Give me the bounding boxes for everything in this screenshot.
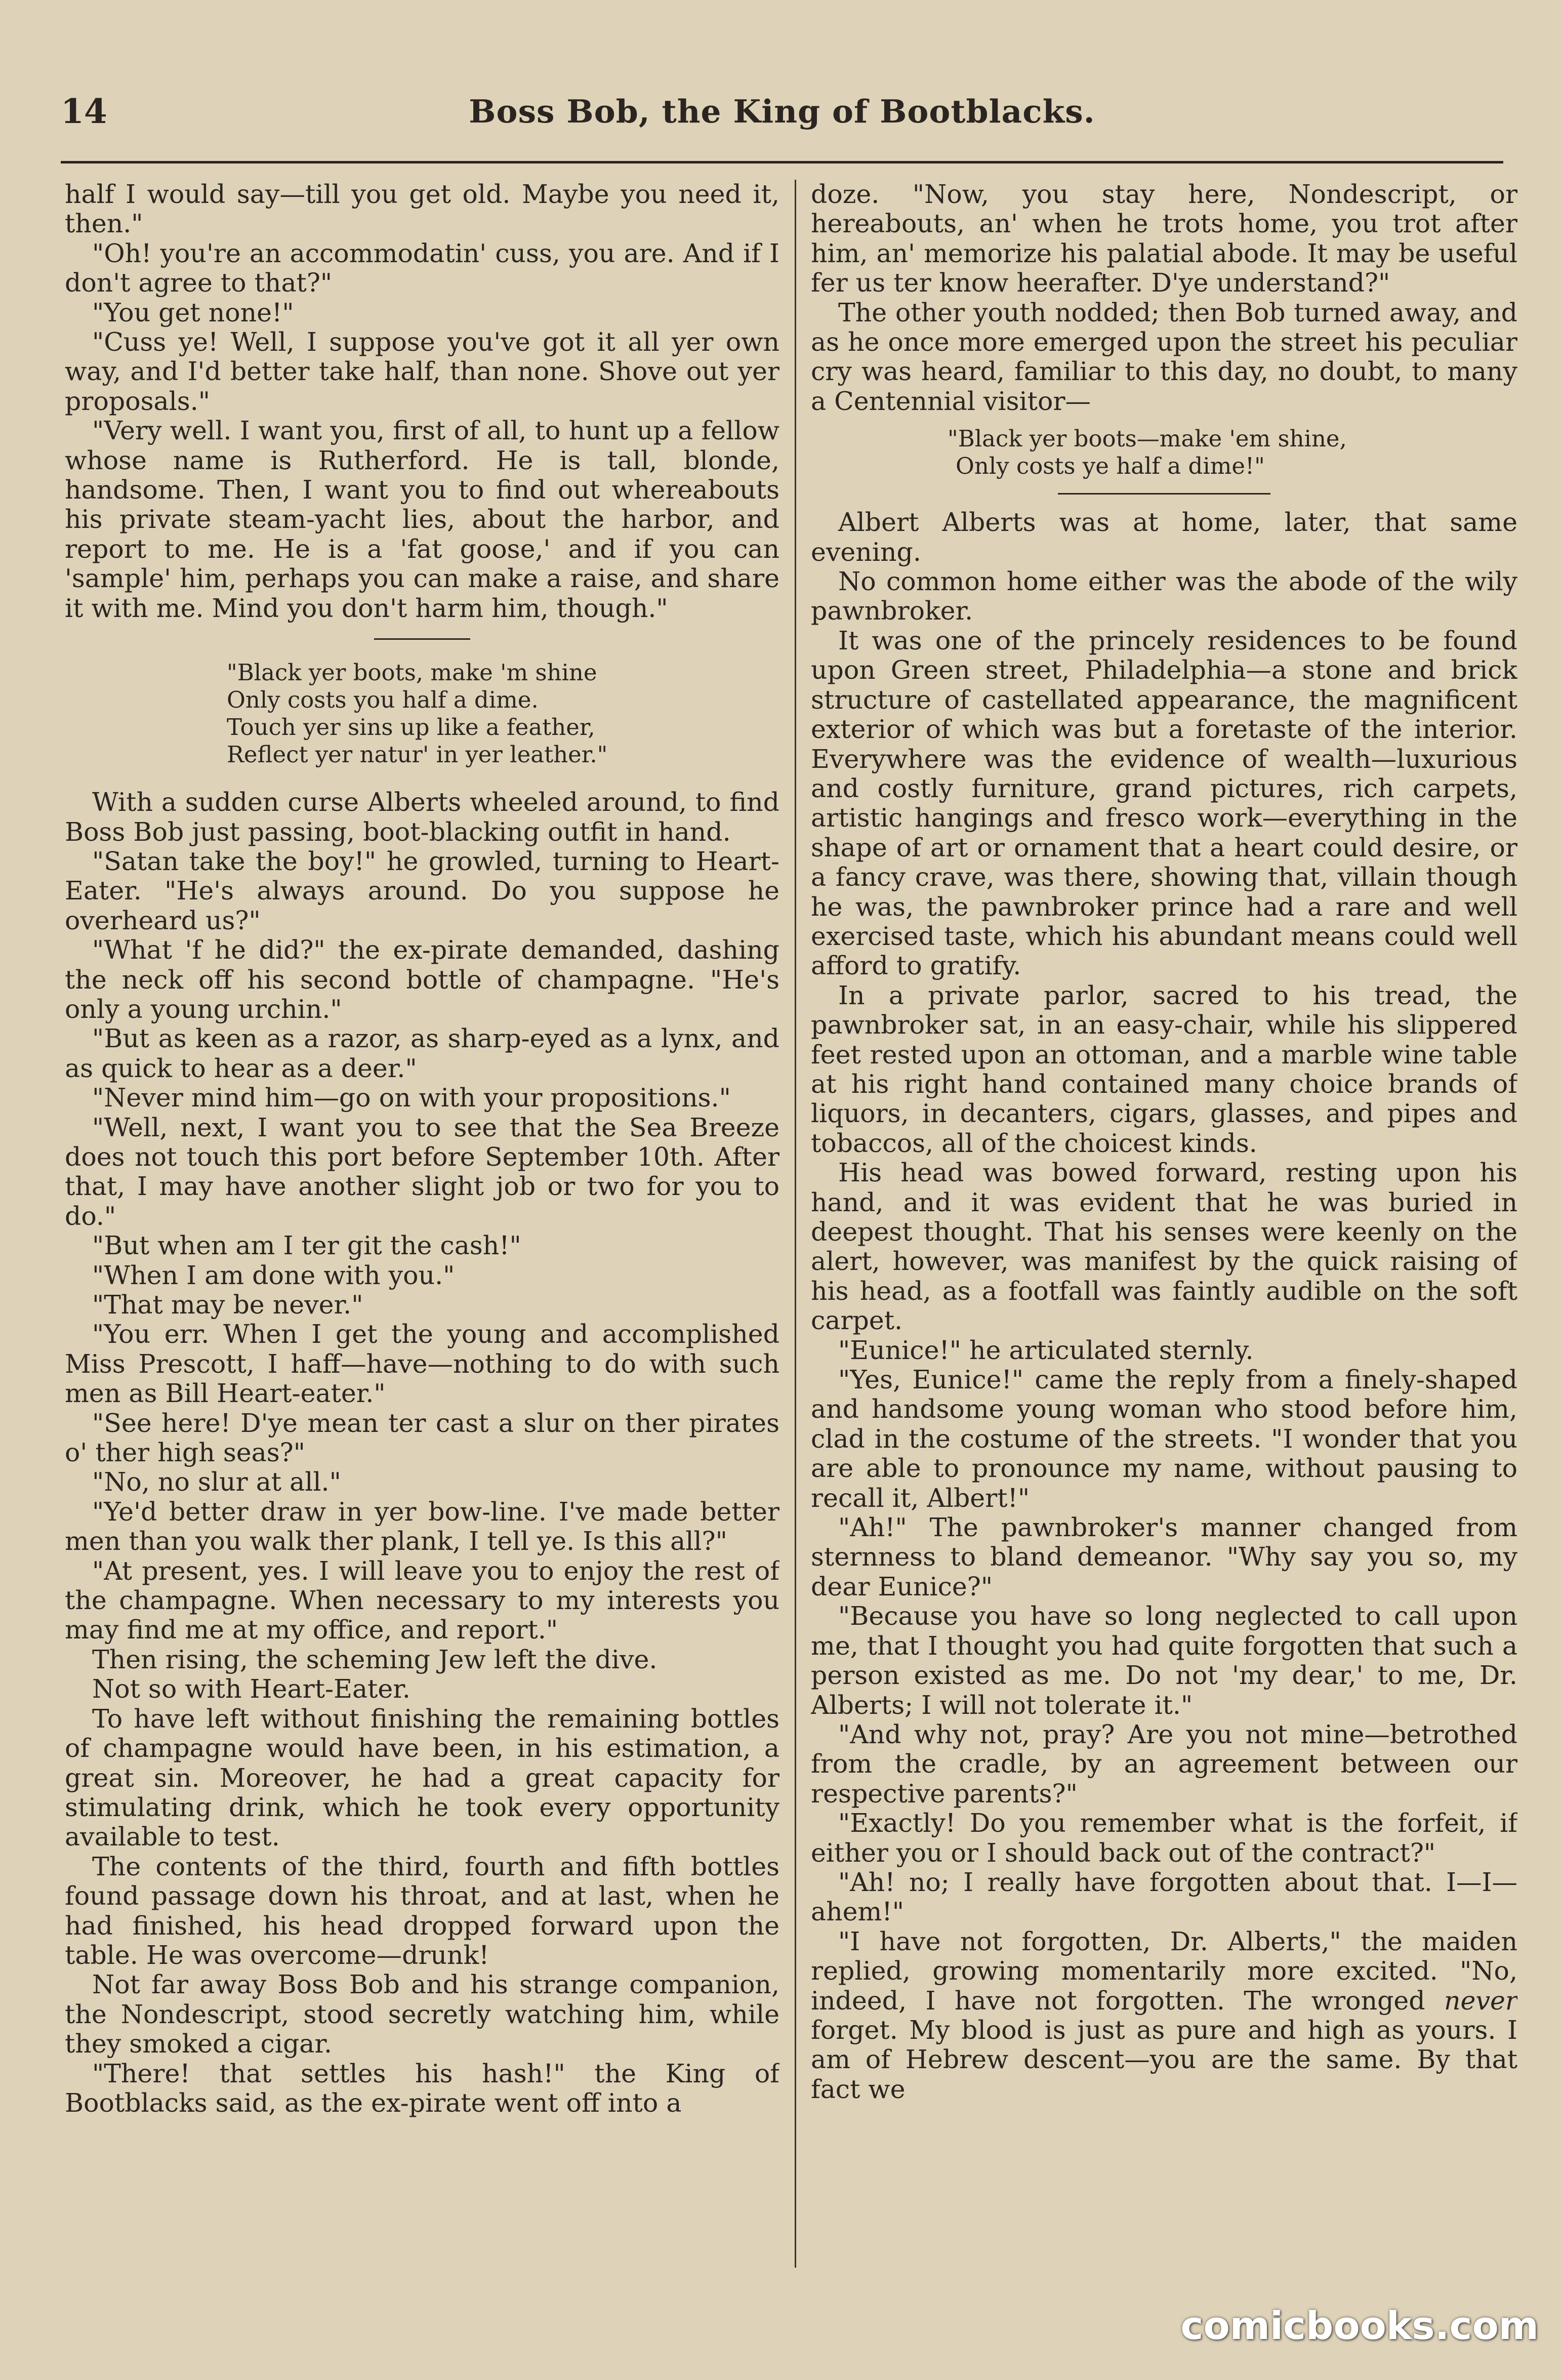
paragraph: With a sudden curse Alberts wheeled around, to find Boss Bob just passing, boot-blacking outfit in hand.: [65, 787, 779, 847]
paragraph: "No, no slur at all.": [92, 1467, 341, 1497]
section-separator: [374, 638, 470, 640]
paragraph: "What 'f he did?" the ex-pirate demanded, dashing the neck off his second bottle of champagne. "He's only a young urchin.": [65, 935, 779, 1024]
verse-line: Touch yer sins up like a feather,: [227, 714, 595, 741]
paragraph: "Very well. I want you, first of all, to hunt up a fellow whose name is Rutherford. He is tall, blonde, handsome. Then, I want you to find out whereabouts his private steam-yacht lies, about the harbor, and report to me. He is a 'fat goose,' and if you can 'sample' him, perhaps you can make a raise, and share it with me. Mind you don't harm him, though.": [65, 416, 779, 623]
running-title: Boss Bob, the King of Bootblacks.: [469, 93, 1095, 130]
paragraph: The contents of the third, fourth and fifth bottles found passage down his throat, and at last, when he had finished, his head dropped forward upon the table. He was overcome—drunk!: [65, 1851, 779, 1970]
paragraph: "Cuss ye! Well, I suppose you've got it all yer own way, and I'd better take half, than none. Shove out yer proposals.": [65, 327, 779, 416]
paragraph: "But when am I ter git the cash!": [92, 1230, 521, 1261]
emphasis-text: never: [1444, 1985, 1517, 2016]
paragraph: [811, 1927, 1517, 2104]
page-number: 14: [61, 92, 107, 131]
paragraph: "Oh! you're an accommodatin' cuss, you are. And if I don't agree to that?": [65, 238, 779, 298]
paragraph: To have left without finishing the remaining bottles of champagne would have been, in his estimation, a great sin. Moreover, he had a great capacity for stimulating drink, which he took every opportunity available to test.: [65, 1703, 779, 1852]
paragraph: half I would say—till you get old. Maybe you need it, then.": [65, 180, 779, 239]
verse-line: Only costs ye half a dime!": [956, 453, 1265, 480]
paragraph: Then rising, the scheming Jew left the dive.: [92, 1644, 657, 1674]
paragraph: "That may be never.": [92, 1290, 363, 1320]
verse-line: "Black yer boots—make 'em shine,: [948, 425, 1347, 453]
paragraph: "Because you have so long neglected to call upon me, that I thought you had quite forgotten that such a person existed as me. Do not 'my dear,' to me, Dr. Alberts; I will not tolerate it.": [811, 1601, 1517, 1720]
verse-block: [227, 659, 779, 768]
verse-block: [948, 425, 1517, 480]
paragraph: "Yes, Eunice!" came the reply from a finely-shaped and handsome young woman who stood before him, clad in the costume of the streets. "I wonder that you are able to pronounce my name, without pausing to recall it, Albert!": [811, 1365, 1517, 1513]
site-watermark: comicbooks.com: [1180, 2303, 1539, 2348]
paragraph: "And why not, pray? Are you not mine—betrothed from the cradle, by an agreement between our respective parents?": [811, 1719, 1517, 1809]
paragraph: "Satan take the boy!" he growled, turning to Heart-Eater. "He's always around. Do you suppose he overheard us?": [65, 846, 779, 935]
paragraph: Not so with Heart-Eater.: [92, 1674, 410, 1704]
verse-line: "Black yer boots, make 'm shine: [227, 659, 597, 686]
paragraph: "See here! D'ye mean ter cast a slur on ther pirates o' ther high seas?": [65, 1408, 779, 1468]
paragraph: "Well, next, I want you to see that the Sea Breeze does not touch this port before September 10th. After that, I may have another slight job or two for you to do.": [65, 1112, 779, 1231]
text-run: "I have not forgotten, Dr. Alberts," the maiden replied, growing momentarily more excited. "No, indeed, I have not forgotten. The wronged: [811, 1926, 1517, 2016]
paragraph: "Ye'd better draw in yer bow-line. I've made better men than you walk ther plank, I tell ye. Is this all?": [65, 1496, 779, 1556]
paragraph: "Never mind him—go on with your propositions.": [92, 1083, 731, 1113]
column-divider: [795, 180, 796, 2268]
paragraph: His head was bowed forward, resting upon his hand, and it was evident that he was buried in deepest thought. That his senses were keenly on the alert, however, was manifest by the quick raising of his head, as a footfall was faintly audible on the soft carpet.: [811, 1158, 1517, 1336]
paragraph: "Exactly! Do you remember what is the forfeit, if either you or I should back out of the contract?": [811, 1808, 1517, 1868]
left-column: [65, 180, 779, 2270]
verse-line: Reflect yer natur' in yer leather.": [227, 741, 608, 768]
paragraph: "You get none!": [92, 297, 294, 327]
text-run: forget. My blood is just as pure and high as yours. I am of Hebrew descent—you are the same. By that fact we: [811, 2015, 1517, 2104]
paragraph: "You err. When I get the young and accomplished Miss Prescott, I haff—have—nothing to do with such men as Bill Heart-eater.": [65, 1319, 779, 1409]
section-separator: [1058, 493, 1270, 495]
paragraph: "When I am done with you.": [92, 1260, 455, 1290]
paragraph: "At present, yes. I will leave you to enjoy the rest of the champagne. When necessary to my interests you may find me at my office, and report.": [65, 1555, 779, 1645]
paragraph: In a private parlor, sacred to his tread, the pawnbroker sat, in an easy-chair, while his slippered feet rested upon an ottoman, and a marble wine table at his right hand contained many choice brands of liquors, in decanters, cigars, glasses, and pipes and tobaccos, all of the choicest kinds.: [811, 980, 1517, 1158]
verse-line: Only costs you half a dime.: [227, 686, 539, 714]
paragraph: No common home either was the abode of the wily pawnbroker.: [811, 566, 1517, 626]
paragraph: Albert Alberts was at home, later, that same evening.: [811, 507, 1517, 567]
right-column: [811, 180, 1517, 2270]
page-header: [61, 89, 1503, 144]
paragraph: "There! that settles his hash!" the King of Bootblacks said, as the ex-pirate went off into a: [65, 2058, 779, 2118]
paragraph: "But as keen as a razor, as sharp-eyed as a lynx, and as quick to hear as a deer.": [65, 1023, 779, 1083]
paragraph: "Ah!" The pawnbroker's manner changed from sternness to bland demeanor. "Why say you so, my dear Eunice?": [811, 1512, 1517, 1602]
header-rule: [61, 161, 1503, 163]
paragraph: doze. "Now, you stay here, Nondescript, or hereabouts, an' when he trots home, you trot after him, an' memorize his palatial abode. It may be useful fer us ter know heerafter. D'ye understand?": [811, 180, 1517, 298]
paragraph: "Ah! no; I really have forgotten about that. I—I—ahem!": [811, 1867, 1517, 1927]
paragraph: "Eunice!" he articulated sternly.: [838, 1335, 1254, 1365]
paragraph: The other youth nodded; then Bob turned away, and as he once more emerged upon the street his peculiar cry was heard, familiar to this day, no doubt, to many a Centennial visitor—: [811, 297, 1517, 416]
paragraph: Not far away Boss Bob and his strange companion, the Nondescript, stood secretly watching him, while they smoked a cigar.: [65, 1969, 779, 2059]
paragraph: It was one of the princely residences to be found upon Green street, Philadelphia—a stone and brick structure of castellated appearance, the magnificent exterior of which was but a foretaste of the interior. Everywhere was the evidence of wealth—luxurious and costly furniture, grand pictures, rich carpets, artistic hangings and fresco work—everything in the shape of art or ornament that a heart could desire, or a fancy crave, was there, showing that, villain though he was, the pawnbroker prince had a rare and well exercised taste, which his abundant means could well afford to gratify.: [811, 625, 1517, 981]
